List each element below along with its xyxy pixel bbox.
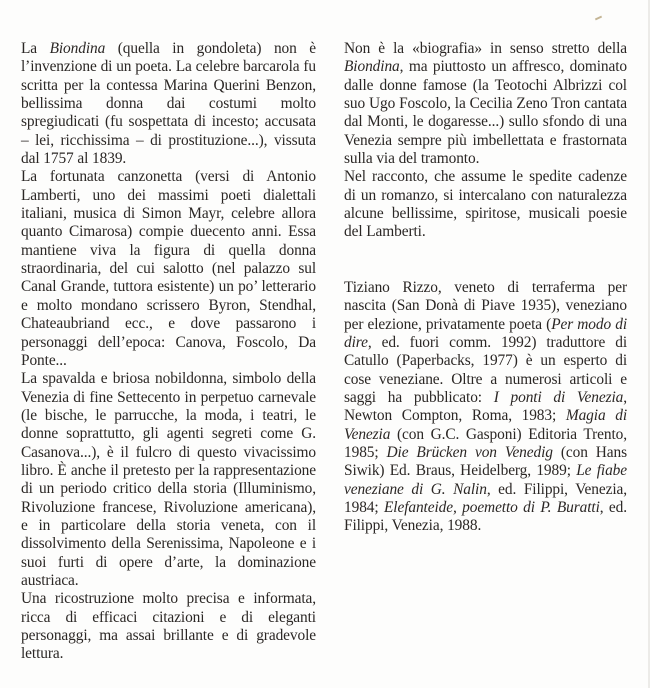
italic-title: Biondina [49, 40, 106, 57]
italic-title: Per modo di dire [344, 315, 627, 352]
text-run: , ed. fuori comm. 1992) traduttore di Catullo (Paperbacks, 1977) è un esperto di cose veneziane. Oltre a numerosi articoli e saggi ha pubblicato: [344, 334, 627, 407]
italic-title: Die Brücken von Venedig [386, 444, 553, 462]
text-run: , ed. Filippi, Venezia, 1988. [344, 499, 627, 535]
italic-title: I ponti di Venezia [493, 389, 624, 407]
text-run: La fortunata canzonetta (versi di Antonio Lamberti, uno dei massimi poeti dialettali italiani, musica di Simon Mayr, celebre allora quanto Cimarosa) compie duecento anni. Essa mantiene viva la figura di quella donna straordinaria, del cui salotto (nel palazzo sul Canal Grande, tuttora esistente) un po’ letterario e molto mondano scrissero Byron, Stendhal, Chateaubriand ecc., e dove passarono i personaggi dell’epoca: Canova, Foscolo, Da Ponte... [21, 168, 316, 369]
text-run: , ed. Filippi, Venezia, 1984; [344, 480, 627, 517]
italic-title: Le fiabe veneziane di G. Nalin [344, 462, 627, 498]
text-run: (con Hans Siwik) Ed. Braus, Heidelberg, 1989; [344, 444, 627, 480]
paragraph [21, 168, 316, 370]
text-run: Non è la «biografia» in senso stretto della [344, 40, 627, 57]
paragraph [344, 40, 627, 168]
text-run: , Newton Compton, Roma, 1983; [344, 389, 627, 425]
paragraph [21, 370, 316, 590]
author-biography [344, 279, 627, 536]
text-run: La spavalda e briosa nobildonna, simbolo della Venezia di fine Settecento in perpetuo carnevale (le bische, le parrucche, la moda, i teatri, le donne soprattutto, gli agenti segreti come G. Casanova...), è il fulcro di questo vivacissimo libro. È anche il pretesto per la rappresentazione di un periodo critico della storia (Illuminismo, Rivoluzione francese, Rivoluzione americana), e in particolare della storia veneta, con il dissolvimento della Serenissima, Napoleone e i suoi furti di opere d’arte, la dominazione austriaca. [21, 370, 316, 589]
ink-mark [595, 16, 602, 21]
text-run: (quella in gondoleta) non è l’invenzione di un poeta. La celebre barcarola fu scritta per la contessa Marina Querini Benzon, bellissima donna dai costumi molto spregiudicati (fu sospettata di incesto; accusata – lei, ricchissima – di prostituzione...), vissuta dal 1757 al 1839. [21, 40, 317, 168]
italic-title: Elefanteide, poemetto di P. Buratti [383, 499, 600, 517]
text-run: Tiziano Rizzo, veneto di terraferma per nascita (San Donà di Piave 1935), veneziano per elezione, privatamente poeta ( [344, 279, 627, 333]
paragraph [344, 279, 627, 536]
paragraph [21, 590, 316, 663]
right-column-synopsis [344, 40, 627, 242]
text-run: , ma piuttosto un affresco, dominato dalle donne famose (la Teotochi Albrizzi col suo Ugo Foscolo, la Cecilia Zeno Tron cantata dal Monti, le dogaresse...) sullo sfondo di una Venezia sempre più imbellettata e frastornata sulla via del tramonto. [344, 58, 627, 168]
left-column [21, 40, 316, 664]
text-run: Una ricostruzione molto precisa e informata, ricca di efficaci citazioni e di eleganti personaggi, ma assai brillante e di gradevole lettura. [21, 590, 316, 663]
paragraph [21, 40, 316, 168]
italic-title: Magia di Venezia [344, 407, 627, 443]
italic-title: Biondina [344, 58, 400, 76]
text-run: (con G.C. Gasponi) Editoria Trento, 1985; [344, 425, 627, 462]
paragraph [344, 168, 627, 241]
text-run: Nel racconto, che assume le spedite cadenze di un romanzo, si intercalano con naturalezza alcune bellissime, spiritose, musicali poesie del Lamberti. [344, 168, 627, 241]
text-run: La [21, 40, 50, 57]
